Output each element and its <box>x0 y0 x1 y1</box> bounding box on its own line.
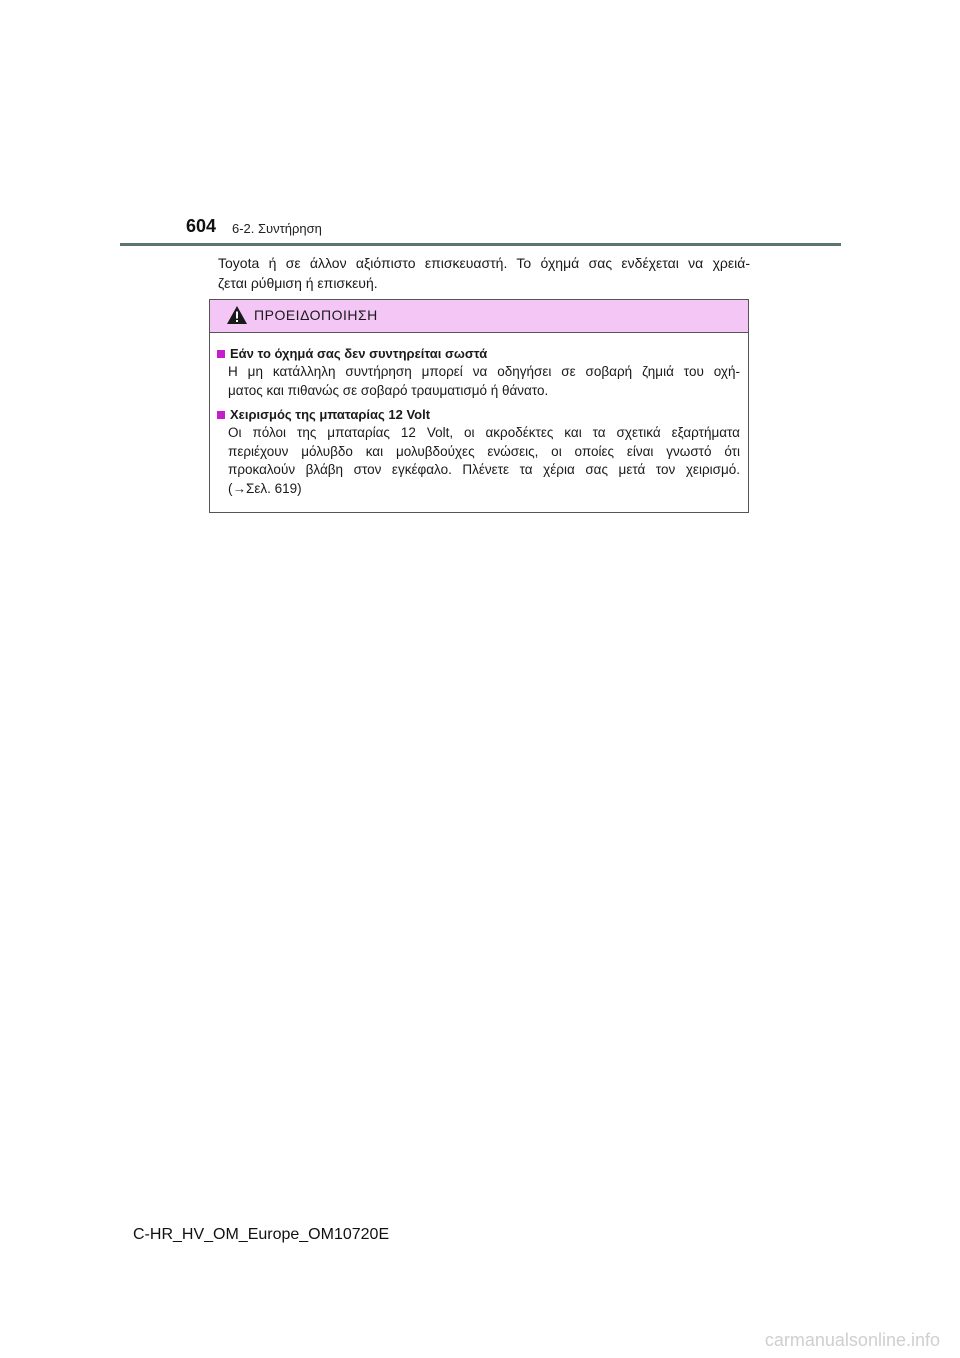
warning-item-heading-text: Χειρισμός της μπαταρίας 12 Volt <box>230 407 431 422</box>
section-title: 6-2. Συντήρηση <box>232 221 322 236</box>
warning-header <box>210 300 748 333</box>
intro-paragraph <box>218 253 750 293</box>
text-line: περιέχουν μόλυβδο και μολυβδούχες ενώσεις, οι οποίες είναι γνωστό ότι <box>228 443 740 459</box>
warning-item-text <box>217 424 740 498</box>
intro-line: ζεται ρύθμιση ή επισκευή. <box>218 275 378 291</box>
bullet-square-icon <box>217 350 225 358</box>
text-line: ματος και πιθανώς σε σοβαρό τραυματισμό ή θάνατο. <box>228 382 549 398</box>
warning-item <box>217 345 740 400</box>
warning-title: ΠΡΟΕΙΔΟΠΟΙΗΣΗ <box>254 307 378 323</box>
warning-item-heading <box>217 345 740 363</box>
warning-item-heading-text: Εάν το όχημά σας δεν συντηρείται σωστά <box>230 346 488 361</box>
page-reference-link[interactable]: (→Σελ. 619) <box>228 480 302 496</box>
warning-body <box>210 333 748 498</box>
warning-triangle-icon <box>226 305 248 325</box>
text-line: προκαλούν βλάβη στον εγκέφαλο. Πλένετε τα χέρια σας μετά τον χειρισμό. <box>228 462 740 477</box>
watermark: carmanualsonline.info <box>764 1330 940 1350</box>
text-line: Η μη κατάλληλη συντήρηση μπορεί να οδηγήσει σε σοβαρή ζημιά του οχή- <box>228 364 740 379</box>
warning-item <box>217 406 740 498</box>
warning-item-heading <box>217 406 740 424</box>
bullet-square-icon <box>217 411 225 419</box>
intro-line: Toyota ή σε άλλον αξιόπιστο επισκευαστή. Το όχημά σας ενδέχεται να χρειά- <box>218 255 750 271</box>
footer-document-code: C-HR_HV_OM_Europe_OM10720E <box>133 1226 390 1243</box>
header-rule <box>120 243 841 246</box>
text-line: Οι πόλοι της μπαταρίας 12 Volt, οι ακροδέκτες και τα σχετικά εξαρτήματα <box>228 425 740 440</box>
warning-box <box>209 299 749 513</box>
warning-item-text <box>217 363 740 400</box>
page-number: 604 <box>186 216 217 236</box>
